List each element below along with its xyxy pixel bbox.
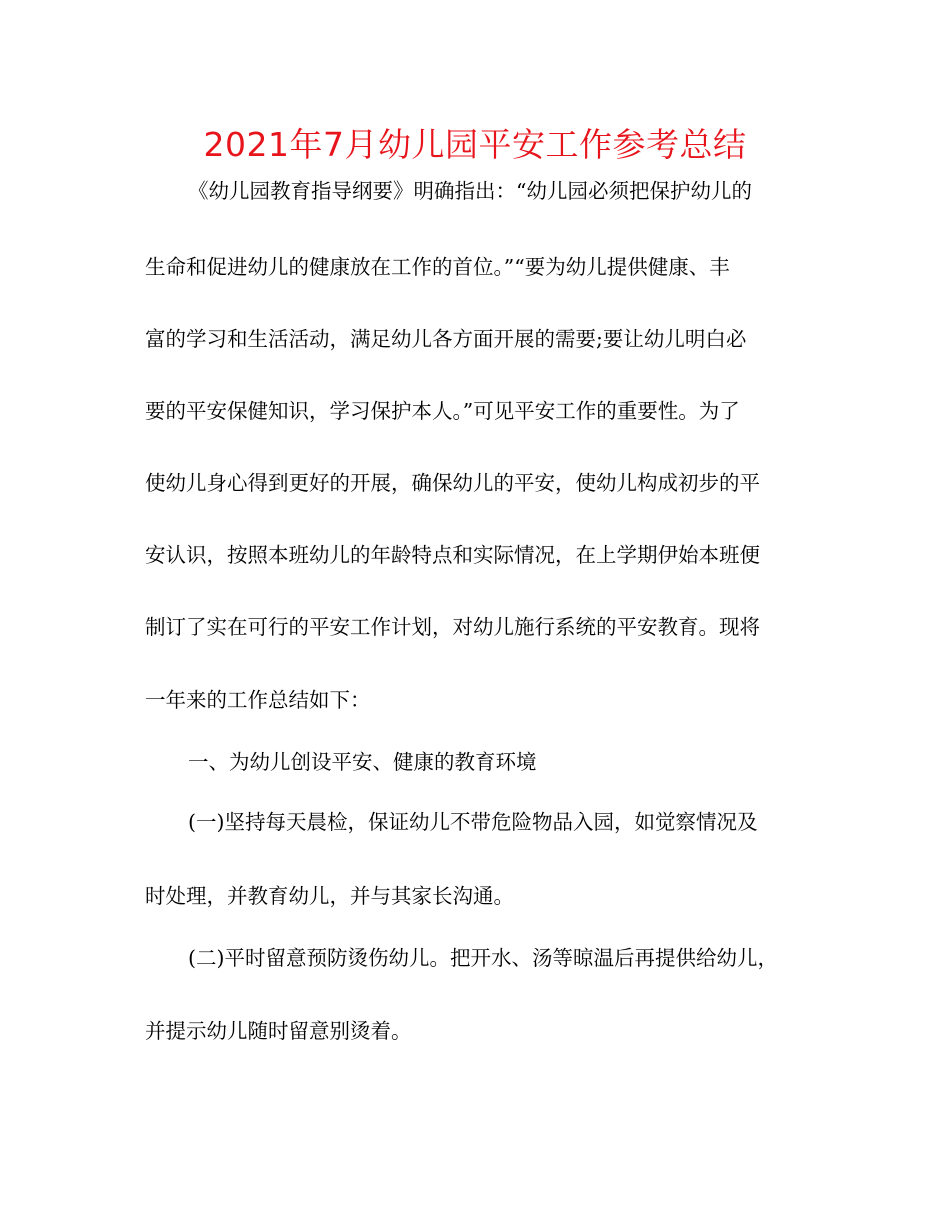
- body-line-10: (一)坚持每天晨检，保证幼儿不带危险物品入园，如觉察情况及: [188, 810, 758, 834]
- body-line-13: 并提示幼儿随时留意别烫着。: [145, 1019, 412, 1043]
- body-line-5: 使幼儿身心得到更好的开展，确保幼儿的平安，使幼儿构成初步的平: [145, 471, 760, 495]
- body-line-8: 一年来的工作总结如下：: [145, 688, 371, 712]
- body-line-12: (二)平时留意预防烫伤幼儿。把开水、汤等晾温后再提供给幼儿，: [188, 946, 778, 970]
- body-line-4: 要的平安保健知识，学习保护本人。”可见平安工作的重要性。为了: [145, 399, 740, 423]
- body-line-6: 安认识，按照本班幼儿的年龄特点和实际情况，在上学期伊始本班便: [145, 543, 760, 567]
- body-line-2: 生命和促进幼儿的健康放在工作的首位。”“要为幼儿提供健康、丰: [145, 255, 730, 279]
- body-line-11: 时处理，并教育幼儿，并与其家长沟通。: [145, 884, 514, 908]
- body-line-3: 富的学习和生活活动，满足幼儿各方面开展的需要;要让幼儿明白必: [145, 327, 747, 351]
- body-line-1: 《幼儿园教育指导纲要》明确指出：“幼儿园必须把保护幼儿的: [188, 179, 752, 203]
- document-title: 2021年7月幼儿园平安工作参考总结: [203, 125, 747, 164]
- section-heading-1: 一、为幼儿创设平安、健康的教育环境: [188, 750, 537, 774]
- body-line-7: 制订了实在可行的平安工作计划，对幼儿施行系统的平安教育。现将: [145, 615, 760, 639]
